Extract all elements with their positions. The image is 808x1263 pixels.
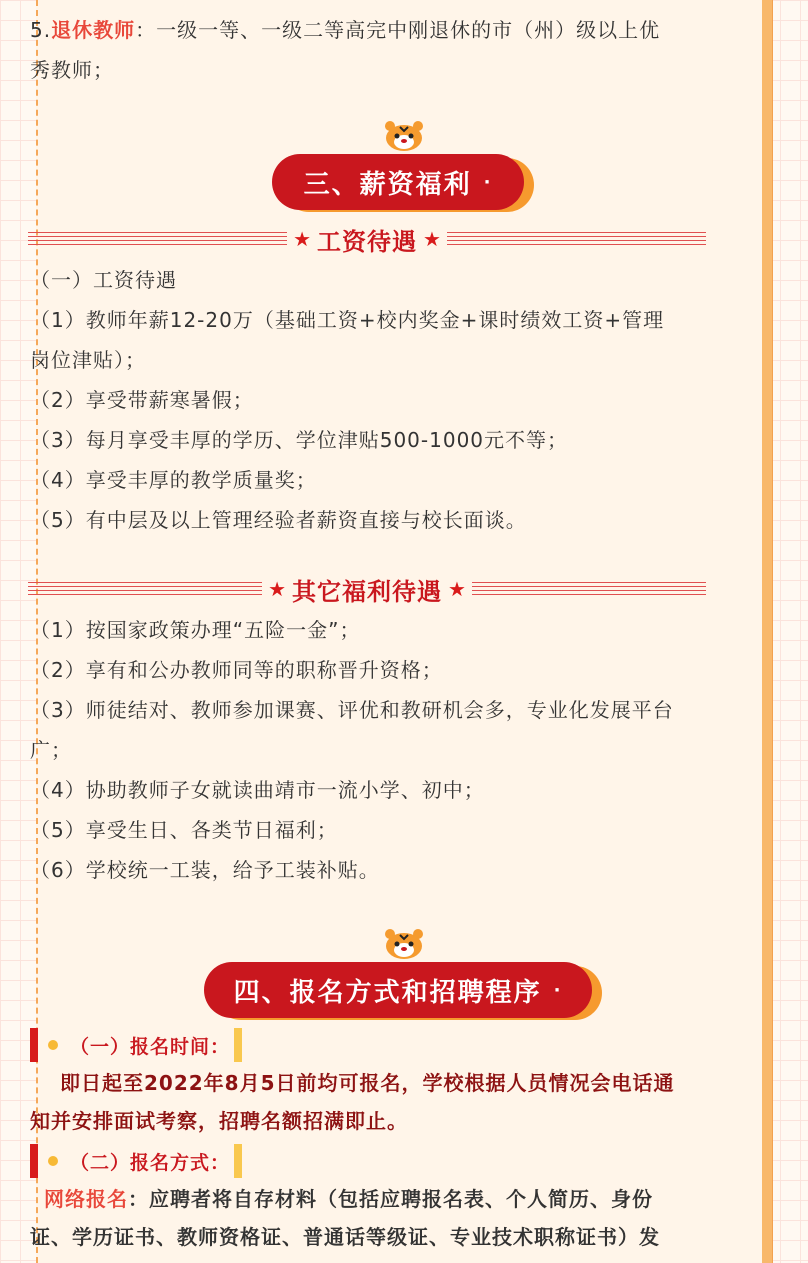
intro-paragraph	[30, 10, 720, 90]
list-item: （3）每月享受丰厚的学历、学位津贴500-1000元不等；	[30, 428, 569, 452]
section-banner-3	[272, 154, 524, 210]
wage-header	[28, 224, 706, 254]
list-item: （6）学校统一工装，给予工装补贴。	[30, 858, 380, 882]
intro-line-1: ：一级一等、一级二等高完中刚退休的市（州）级以上优	[135, 18, 661, 42]
wage-header-title: 工资待遇	[317, 227, 417, 256]
list-item: （5）有中层及以上管理经验者薪资直接与校长面谈。	[30, 508, 527, 532]
list-item: （4）享受丰厚的教学质量奖；	[30, 468, 317, 492]
star-icon: ★	[423, 227, 441, 251]
signup-time-line-1: 即日起至2022年8月5日前均可报名，学校根据人员情况会电话通	[60, 1071, 675, 1095]
signup-method-line-2: 证、学历证书、教师资格证、普通话等级证、专业技术职称证书）发	[30, 1225, 660, 1249]
list-item: （1）按国家政策办理“五险一金”；	[30, 618, 361, 642]
signup-method-title: （二）报名方式：	[70, 1151, 231, 1174]
banner-dot: ·	[553, 979, 563, 1001]
welfare-header	[28, 574, 706, 604]
list-item: （1）教师年薪12-20万（基础工资+校内奖金+课时绩效工资+管理	[30, 308, 665, 332]
section-title-4: 四、报名方式和招聘程序	[233, 977, 542, 1008]
list-item: （4）协助教师子女就读曲靖市一流小学、初中；	[30, 778, 485, 802]
list-item: （一）工资待遇	[30, 268, 177, 292]
banner-dot: ·	[483, 171, 493, 193]
signup-method-line-1: ：应聘者将自存材料（包括应聘报名表、个人简历、身份	[128, 1187, 653, 1211]
method-highlight: 网络报名	[44, 1187, 128, 1211]
intro-highlight: 退休教师	[51, 18, 136, 42]
star-icon: ★	[293, 227, 311, 251]
list-item: （3）师徒结对、教师参加课赛、评优和教研机会多，专业化发展平台	[30, 698, 674, 722]
list-item: （2）享受带薪寒暑假；	[30, 388, 254, 412]
wage-list	[30, 260, 720, 540]
intro-line-2: 秀教师；	[30, 58, 114, 82]
list-item: 岗位津贴）；	[30, 348, 146, 372]
signup-method-label	[30, 1144, 242, 1178]
welfare-header-title: 其它福利待遇	[292, 577, 442, 606]
welfare-list	[30, 610, 720, 890]
signup-method-paragraph	[30, 1180, 720, 1256]
list-item: （2）享有和公办教师同等的职称晋升资格；	[30, 658, 443, 682]
list-item: （5）享受生日、各类节日福利；	[30, 818, 338, 842]
tiger-icon	[382, 926, 426, 960]
intro-number: 5.	[30, 18, 52, 42]
section-title-3: 三、薪资福利	[303, 169, 472, 200]
bullet-dot	[48, 1040, 58, 1050]
right-border-strip	[762, 0, 773, 1263]
star-icon: ★	[448, 577, 466, 601]
signup-time-paragraph	[30, 1064, 720, 1140]
signup-time-line-2: 知并安排面试考察，招聘名额招满即止。	[30, 1109, 408, 1133]
bullet-dot	[48, 1156, 58, 1166]
signup-time-title: （一）报名时间：	[70, 1035, 231, 1058]
signup-time-label	[30, 1028, 242, 1062]
tiger-icon	[382, 118, 426, 152]
list-item: 广；	[30, 738, 72, 762]
section-banner-4	[204, 962, 592, 1018]
star-icon: ★	[268, 577, 286, 601]
